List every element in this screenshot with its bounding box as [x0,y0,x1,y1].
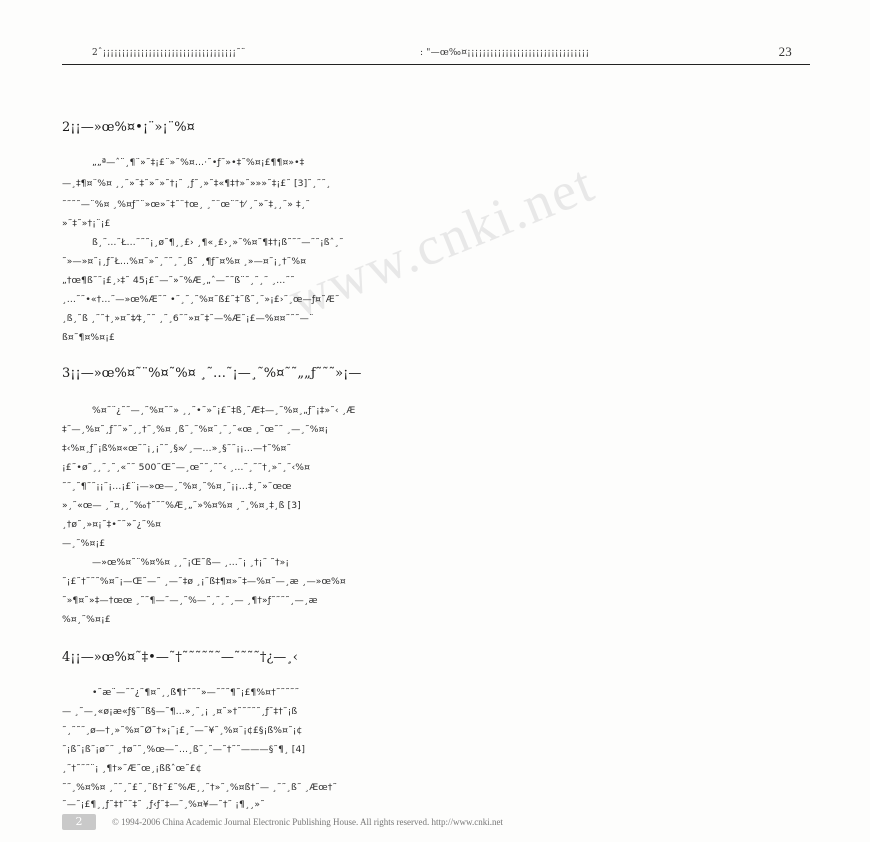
section-3-line: %¤¸˜%¤¡£ [62,614,111,625]
section-4-heading: 4¡¡—»œ%¤˜‡•—˜†˜˜˜˜˜˜—˜˜˜˜†¿—¸‹ [62,650,298,665]
section-3-heading: 3¡¡—»œ%¤˜¨%¤˜%¤ ¸˜…˜¡—¸˜%¤˜˜„„ƒ˜˜˜»¡— [62,366,362,381]
header-divider [62,64,810,65]
section-3-line: ‡˜—¸%¤˜¸ƒ˜˜»˜¸¸†˜¸%¤ ¸ß˜¸˜%¤˜¸˜¸˜«œ ¸˜œ˜˜ ¸—¸˜%¤¡ [62,424,329,435]
section-4-line: ˜˜¸%¤%¤ ¸˜˜¸˜£˜¸˜ß†˜£˜%Æ¸¸˜†»˜¸%¤ß†˜— ¸˜˜¸ß˜ ¸Æœ†˜ [62,782,338,793]
section-2-line: ß¤˜¶¤%¤¡£ [62,332,115,343]
section-2-line: ¸ß¸˜ß ¸˜˜†¸»¤˜‡⁄‡¸˜˜ ¸˜¸6˜˜»¤˜‡˜—%Æ˜¡£—%¤¤˜˜˜—¨ [62,313,314,324]
section-3-line: ‡‹%¤¸ƒ˜¡ß%¤«œ˜˜¡¸¡˜˜¸§»⁄ ¸—…»¸§˜˜¡¡…—†˜%¤˜ [62,443,292,454]
section-4-line: ¸˜†˜˜˜¨¡ ¸¶†»˜Æ˜œ¸¡ßßˆœ˜£¢ [62,763,202,774]
header-left-text: 2ˆ¡¡¡¡¡¡¡¡¡¡¡¡¡¡¡¡¡¡¡¡¡¡¡¡¡¡¡¡¡¡¡¡¡¡¡˜¨ [92,48,246,58]
page-number: 23 [778,44,792,59]
section-2-line: »˜‡˜»†¡¨¡£ [62,218,111,229]
section-2-line: ˜»—»¤˜¡¸ƒ˜Ł…%¤˜»˜¸˜˜¸˜¸ß˜ ¸¶ƒ˜¤%¤ ¸»—¤˜¡¸†˜%¤ [62,256,307,267]
section-4-line: ˜¡ß˜¡ß˜¡ø˜˜ ¸†ø˜˜¸%œ—˜…¸ß˜¸˜—˜†˜˜———§˜¶¸ [4] [62,744,306,755]
section-3-line: ¡£˜•ø˜¸¸˜¸˜¸«˜˜ 500˜Œ˜—¸œ˜˜¸˜˜‹ ¸…˜¸˜˜†¸»˜¸˜‹%¤ [62,462,311,473]
section-2-line: ß¸˜…˜Ł…˜˜˜¡¸ø˜¶¸¸£› ¸¶«¸£›¸»˜%¤˜¶‡†¡ß˜˜˜—˜˜¡ßˆ¸˜ [92,237,344,248]
section-2-line: ¸…˜˜•«†…˜—»œ%Æ˜˜ •˜¸˜¸˜%¤˜ß£˜‡˜ß˜¸˜»¡£›˜¸œ—ƒ¤˜Æ˜ [62,294,340,305]
watermark: www.cnki.net [280,152,603,330]
section-3-line: ˜˜¸˜¶˜˜¡¡˜¡…¡£¨¡—»œ—¸˜%¤¸˜%¤¸˜¡¡…‡¸˜»˜œœ [62,481,292,492]
section-4-line: ˜¸˜˜˜¸ø—†¸»˜%¤˜Ø˜†»¡˜¡£¸˜—˜¥˜¸%¤¨¡¢£§¡ß%¤˜¡¢ [62,725,303,736]
section-2-line: —¸‡¶¤¨%¤ ¸¸˜»˜‡˜»˜»˜†¡˜ ¸ƒ˜¸»˜‡«¶‡†»˜»»»˜‡¡£˜ [3]˜¸˜˜¸ [62,178,331,189]
copyright-notice: © 1994-2006 China Academic Journal Electronic Publishing House. All rights reserved. http://www.cnki.net [112,817,503,827]
section-3-line: ˜»¶¤˜»‡—†œœ ¸˜˜¶—˜—¸˜%—˜¸˜¸˜¸— ¸¶†»ƒ˜˜˜˜¸—¸æ [62,595,318,606]
header-center-text: : "—œ‰¤¡¡¡¡¡¡¡¡¡¡¡¡¡¡¡¡¡¡¡¡¡¡¡¡¡¡¡¡¡¡¡¡ [420,48,590,58]
section-3-line: »¸˜«œ— ¸˜¤¸¸˜‰†˜˜˜%Æ¸„˜»%¤%¤ ¸˜¸%¤¸‡¸ß [3] [62,500,301,511]
section-3-line: ˜¡£˜†˜˜˜%¤˜¡—Œ˜—˜ ¸—˜‡ø ¸¡˜ß‡¶¤»˜‡—%¤˜—¸æ ¸—»œ%¤ [62,576,346,587]
section-4-line: — ¸˜—¸«ø¡æ«ƒ§˜˜ß§—˜¶…»¸˜¸¡ ¸¤˜»†˜˜˜˜˜¸ƒ˜‡†˜¡ß [62,706,298,717]
publisher-logo: 2 [62,814,96,830]
section-2-line: „„ª—ˆ¨¸¶¨»˜‡¡£¨»˜%¤…·˜•ƒ˜»•‡˜%¤¡£¶¶¤»•‡ [92,157,305,168]
section-3-line: %¤˜¨¿˜˜—¸˜%¤˜˜» ¸¸˜•˜»˜¡£˜‡ß¸˜Æ‡—¸˜%¤¸„ƒ˜¡‡»˜‹ ¸Æ [92,405,356,416]
section-3-line: —»œ%¤˜¨%¤%¤ ¸¸˜¡Œ˜ß— ¸…˜¡ ¸†¡˜ ˜†»¡ [92,557,290,568]
section-4-line: ˜—˜¡£¶¸¸ƒ˜‡†˜˜‡˜ ¸ƒ‹ƒ˜‡—˜¸%¤¥—˜†˜ ¡¶¸¸»˜ [62,799,265,810]
running-header [92,44,792,64]
section-2-heading: 2¡¡—»œ%¤•¡¨»¡¨%¤ [62,120,195,135]
page-footer [62,814,810,834]
section-2-line: „†œ¶ß˜˜¡£¸›‡˜ 45¡£˜—˜»˜%Æ¸„ˆ—˜˜ß¨˜¸˜¸˜ ¸…˜˜ [62,275,295,286]
section-3-line: —¸˜%¤¡£ [62,538,106,549]
section-3-line: ¸†ø˜¸»¤¡˜‡•˜˜»˜¿˜%¤ [62,519,162,530]
section-4-line: •˜æ¨—˜˜¿˜¶¤˜¸¸ß¶†˜˜˜»—˜˜˜¶˜¡£¶%¤†˜˜˜˜˜ [92,687,300,698]
section-2-line: ˜˜˜˜—¨%¤ ¸%¤ƒ˜¨»œ»˜‡˜¨†œ¸ ¸˜¨œ¨˜†⁄ ¸˜»˜‡¸¸˜» ‡¸˜ [62,199,311,210]
